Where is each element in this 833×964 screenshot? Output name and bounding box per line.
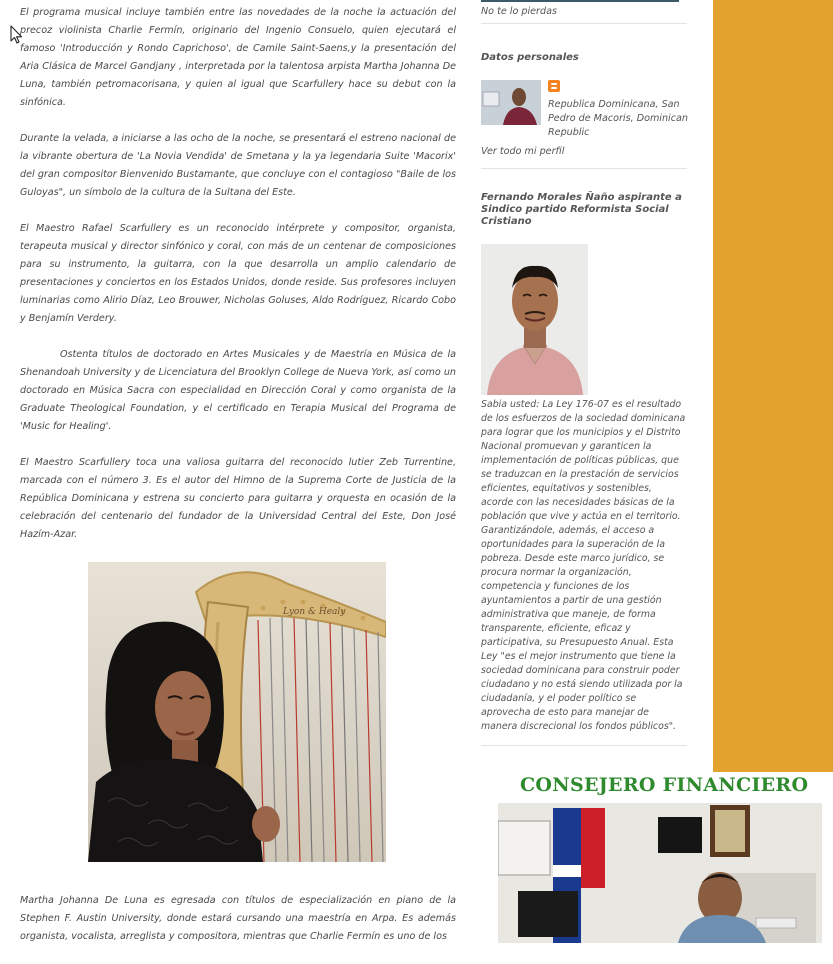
harp-brand-label: Lyon & Healy [283,607,346,617]
divider [481,745,687,746]
candidate-heading: Fernando Morales Ñaño aspirante a Sindico partido Reformista Social Cristiano [481,192,682,227]
view-full-profile-link[interactable]: Ver todo mi perfil [481,146,565,157]
profile-avatar[interactable] [481,80,541,125]
harpist-photo [88,562,386,862]
candidate-photo [481,244,588,395]
article-paragraph: Ostenta títulos de doctorado en Artes Musicales y de Maestría en Música de la Shenandoah University y de Licenciatura del Brooklyn College de Nueva York, así como un doctorado en Música Sacra con especialidad en Dirección Coral y como organista de la Graduate Theological Foundation, y el certificado en Terapia Musical del Programa de 'Music for Healing'. [20,349,456,432]
no-te-lo-pierdas-link[interactable]: No te lo pierdas [481,6,557,17]
article-paragraph: Durante la velada, a iniciarse a las ocho de la noche, se presentará el estreno nacional de la vibrante obertura de 'La Novia Vendida' de Smetana y la ya legendaria Suite 'Macorix' del gran compositor Bienvenido Bustamante, que concluye con el contagioso "Baile de los Guloyas", un símbolo de la cultura de la Sultana del Este. [20,133,456,198]
article-paragraph: El Maestro Scarfullery toca una valiosa guitarra del reconocido lutier Zeb Turrentine, marcada con el número 3. Es el autor del Himno de la Suprema Corte de Justicia de la República Dominicana y estrena su concierto para guitarra y orquesta en ocasión de la celebración del centenario del fundador de la Universidad Central del Este, Don José Hazím-Azar. [20,457,456,540]
consejero-financiero-banner[interactable] [496,772,833,943]
profile-location: Republica Dominicana, San Pedro de Macoris, Dominican Republic [548,99,688,138]
article-paragraph: El programa musical incluye también entre las novedades de la noche la actuación del precoz violinista Charlie Fermín, originario del Ingenio Consuelo, quien ejecutará el famoso 'Introducción y Rondo Caprichoso', de Camile Saint-Saens,y la presentación del Aria Clásica de Marcel Gandjany , interpretada por la talentosa arpista Martha Johanna De Luna, también petromacorisana, y quien al igual que Scarfullery hace su debut con la sinfónica. [20,7,456,108]
article-body [20,4,456,964]
divider [481,23,687,24]
banner-title: CONSEJERO FINANCIERO [520,774,809,796]
article-paragraph: Martha Johanna De Luna es egresada con títulos de especialización en piano de la Stephen F. Austin University, donde estará cursando una maestría en Arpa. Es además organista, vocalista, arreglista y compositora, mientras que Charlie Fermín es uno de los [20,895,456,942]
banner-photo [498,803,822,943]
sidebar-top-image-strip [481,0,679,2]
profile-heading: Datos personales [481,52,579,63]
divider [481,168,687,169]
orange-sidebar-background [713,0,833,772]
candidate-description: Sabia usted: La Ley 176-07 es el resultado de los esfuerzos de la sociedad dominicana para lograr que los municipios y el Distrito Nacional promuevan y garanticen la implementación de políticas públicas, que se traduzcan en la prestación de servicios eficientes, equitativos y sostenibles, acorde con las necesidades básicas de la población que vive y actúa en el territorio. Garantizándole, además, el acceso a oportunidades para la superación de la pobreza. Desde este marco jurídico, se procura normar la organización, competencia y funciones de los ayuntamientos a partir de una gestión administrativa que maneje, de forma transparente, eficiente, eficaz y participativa, su Presupuesto Anual. Esta Ley "es el mejor instrumento que tiene la sociedad dominicana para construir poder ciudadano y no está siendo utilizada por la ciudadanía, y el poder político se aprovecha de esto para manejar de manera discrecional los fondos públicos". [481,399,686,732]
article-paragraph: El Maestro Rafael Scarfullery es un reconocido intérprete y compositor, organista, terapeuta musical y director sinfónico y coral, con más de un centenar de composiciones para su instrumento, la guitarra, con la que desarrolla un amplio calendario de presentaciones y conciertos en los Estados Unidos, donde reside. Sus profesores incluyen luminarias como Alirio Díaz, Leo Brouwer, Nicholas Goluses, Aldo Rodríguez, Ricardo Cobo y Benjamín Verdery. [20,223,456,324]
blogger-profile-icon[interactable] [548,80,560,92]
